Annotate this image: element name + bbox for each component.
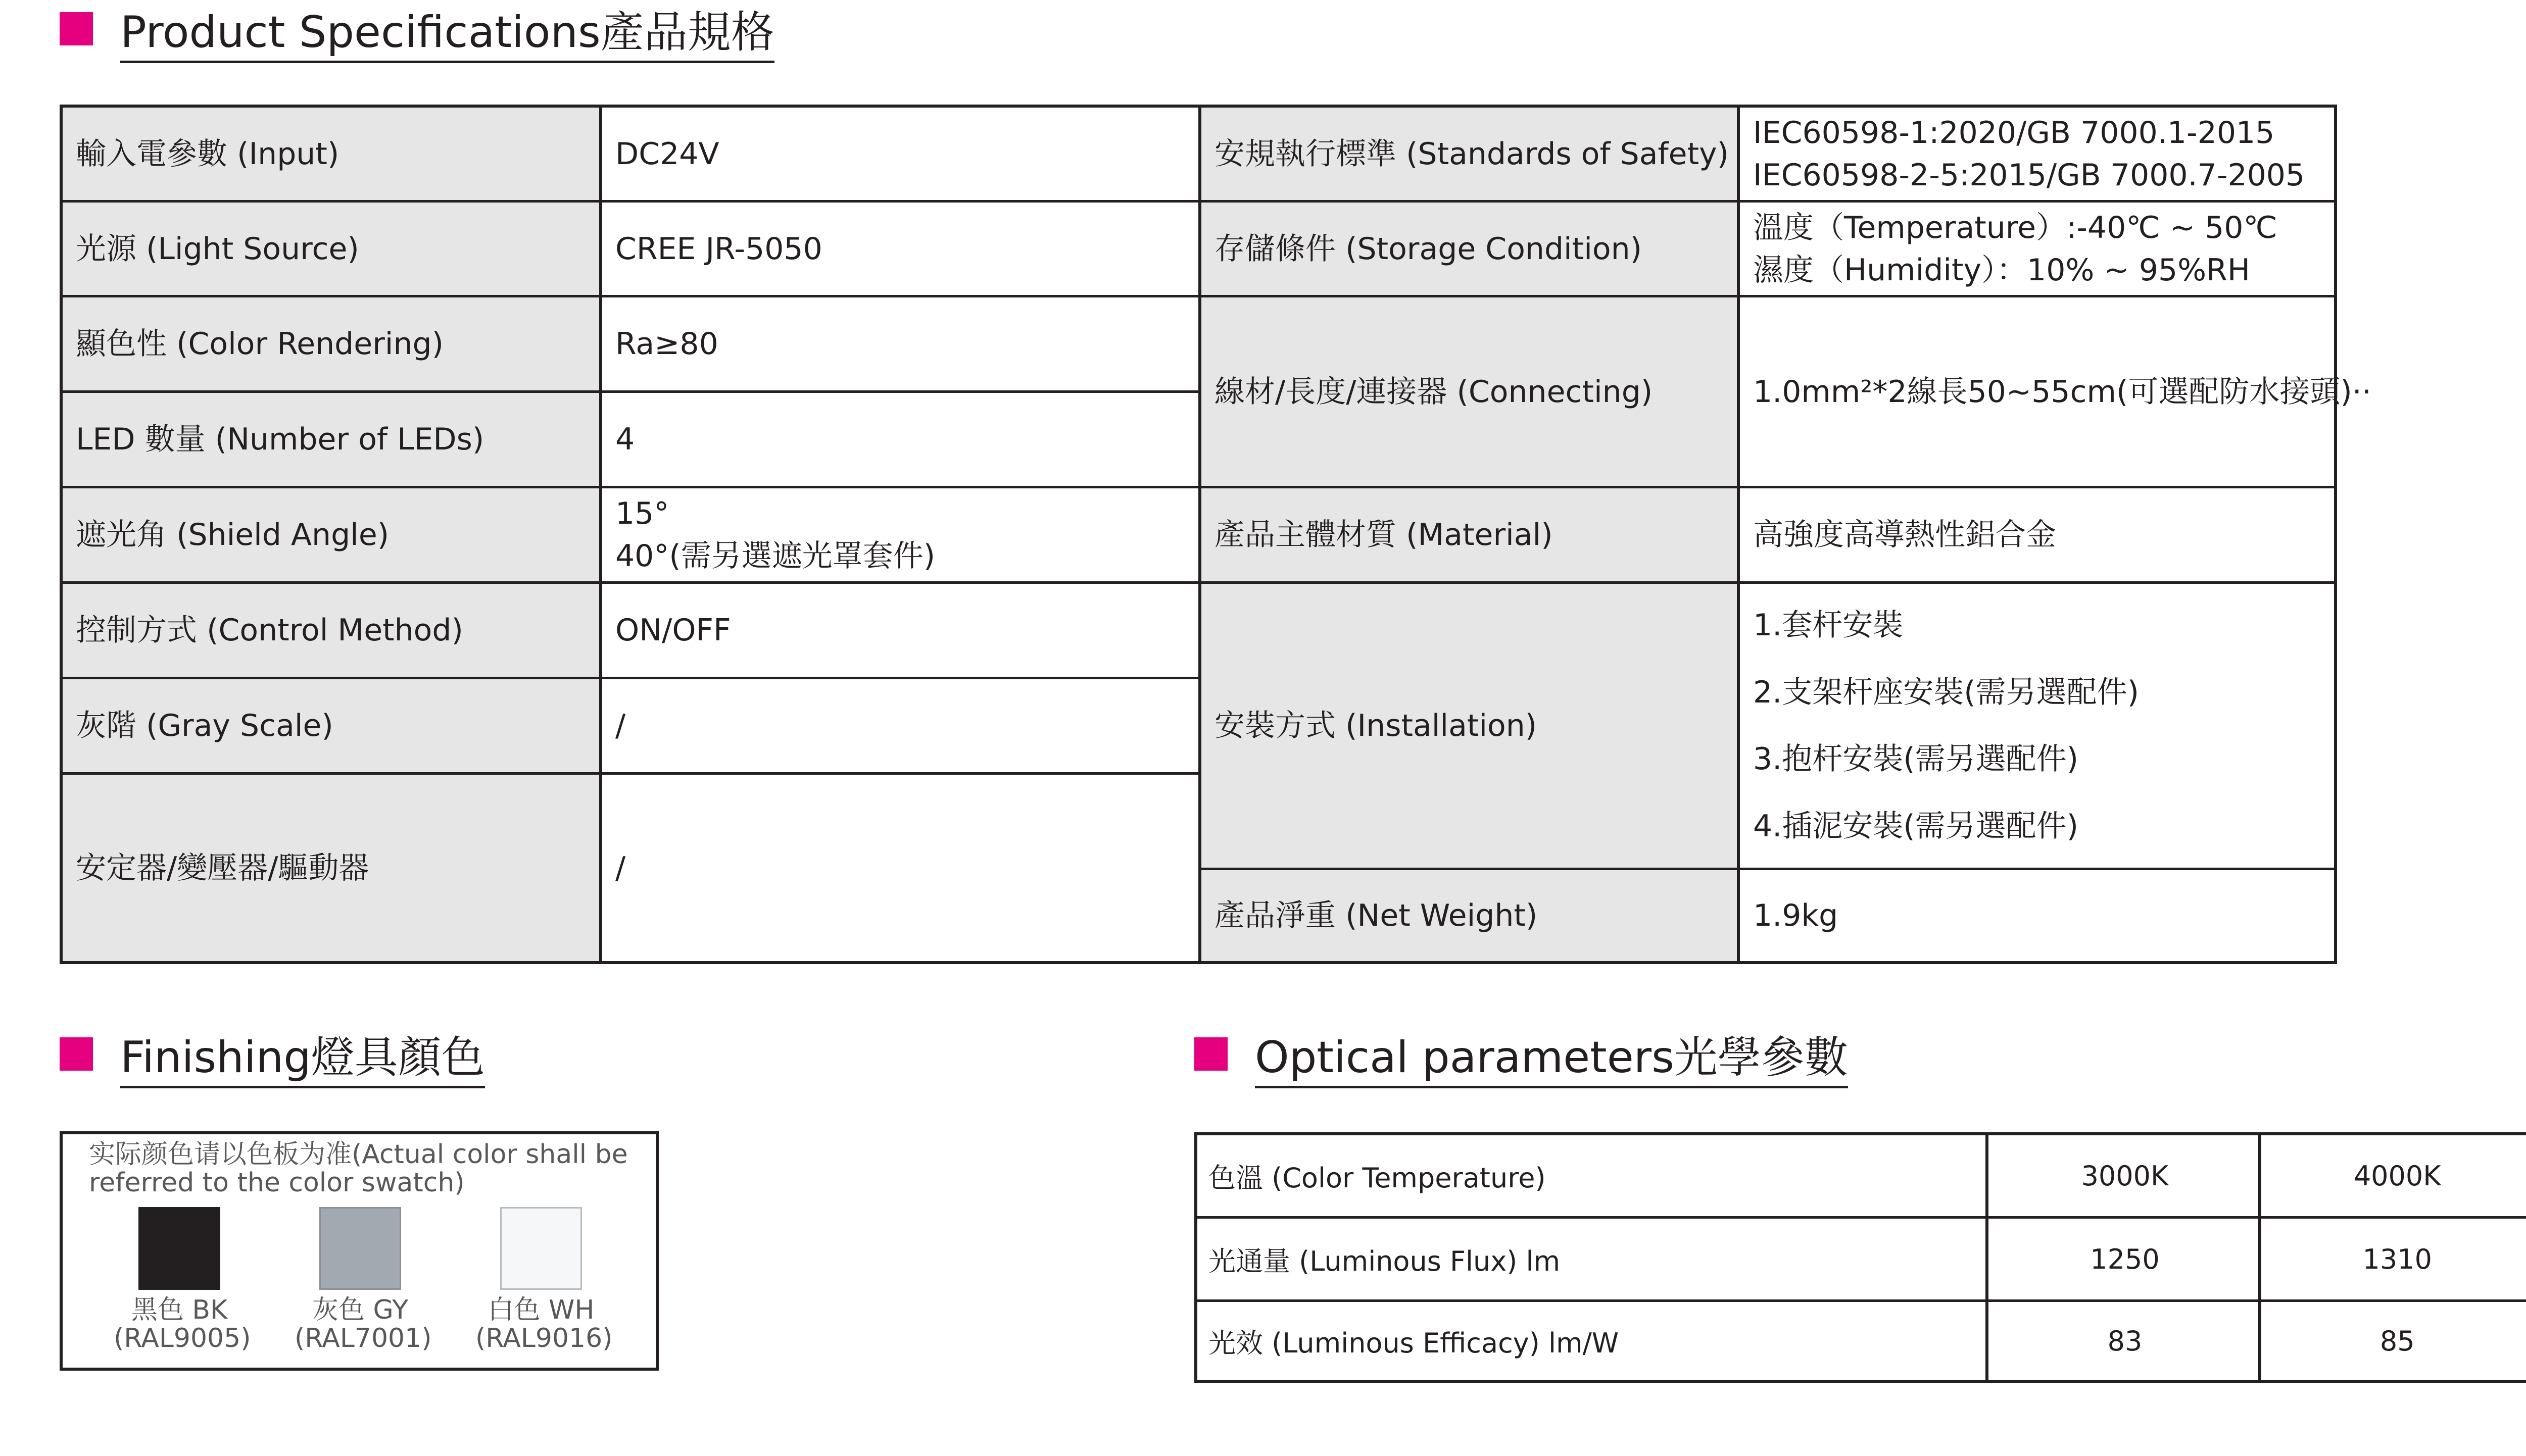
swatch-code: (RAL7001) — [295, 1323, 432, 1353]
section-marker-icon — [60, 12, 93, 45]
table-divider — [63, 200, 2334, 203]
optical-label: 光通量 (Luminous Flux) lm — [1208, 1245, 1561, 1277]
specs-section-title: Product Specifications產品規格 — [120, 7, 774, 63]
spec-label: 產品主體材質 (Material) — [1201, 488, 1737, 581]
spec-label: 顯色性 (Color Rendering) — [63, 297, 599, 390]
optical-value: 4000K — [2353, 1160, 2441, 1192]
optical-section-title: Optical parameters光學參數 — [1255, 1032, 1848, 1088]
optical-label: 色溫 (Color Temperature) — [1208, 1162, 1546, 1194]
spec-label: 控制方式 (Control Method) — [63, 584, 599, 677]
swatch-label — [475, 1295, 613, 1353]
value-line: IEC60598-2-5:2015/GB 7000.7-2005 — [1753, 157, 2305, 193]
value-line: 溫度（Temperature）:-40℃ ~ 50℃ — [1753, 210, 2277, 245]
spec-label: 安規執行標準 (Standards of Safety) — [1201, 108, 1737, 200]
optical-value: 1250 — [2090, 1243, 2160, 1275]
table-divider — [63, 677, 1201, 679]
spec-value: 4 — [602, 393, 1198, 486]
section-marker-icon — [60, 1037, 93, 1071]
spec-value-multiline — [1740, 203, 2334, 295]
spec-label: 安定器/變壓器/驅動器 — [63, 775, 599, 961]
swatch-code: (RAL9005) — [114, 1323, 251, 1353]
spec-label: 安裝方式 (Installation) — [1201, 584, 1737, 868]
spec-label: 灰階 (Gray Scale) — [63, 679, 599, 772]
swatch-name: 黑色 BK — [131, 1295, 228, 1325]
value-line: 1.套杆安裝 — [1753, 608, 1904, 643]
swatch-label — [114, 1295, 251, 1353]
specifications-table — [60, 105, 2371, 964]
spec-value-multiline — [1740, 108, 2334, 200]
spec-value: 高強度高導熱性鋁合金 — [1740, 488, 2334, 581]
value-line: 4.插泥安裝(需另選配件) — [1753, 808, 2079, 844]
color-note-line: 实际颜色请以色板为准(Actual color shall be — [89, 1139, 628, 1170]
optical-value: 85 — [2379, 1325, 2415, 1357]
spec-value: / — [602, 775, 1198, 961]
value-line: 15° — [615, 496, 669, 531]
spec-value-multiline — [602, 488, 1198, 581]
table-divider — [63, 772, 1201, 775]
swatch-code: (RAL9016) — [475, 1323, 613, 1353]
spec-value: DC24V — [602, 108, 1198, 200]
optical-value: 3000K — [2081, 1160, 2169, 1192]
table-divider — [1985, 1135, 1988, 1380]
table-divider — [1737, 108, 1740, 961]
table-divider — [63, 581, 2334, 584]
spec-value: ON/OFF — [602, 584, 1198, 677]
table-divider — [1198, 108, 1201, 961]
optical-label: 光效 (Luminous Efficacy) lm/W — [1208, 1327, 1619, 1359]
spec-label: 產品淨重 (Net Weight) — [1201, 870, 1737, 961]
value-line: IEC60598-1:2020/GB 7000.1-2015 — [1753, 115, 2275, 150]
spec-value: 1.9kg — [1740, 870, 2334, 961]
spec-value: Ra≥80 — [602, 297, 1198, 390]
spec-label: LED 數量 (Number of LEDs) — [63, 393, 599, 486]
spec-label: 線材/長度/連接器 (Connecting) — [1201, 297, 1737, 486]
spec-value: CREE JR-5050 — [602, 203, 1198, 295]
optical-parameters-table — [1194, 1132, 2526, 1383]
color-note-line: referred to the color swatch) — [89, 1168, 465, 1198]
color-note — [89, 1140, 628, 1197]
spec-label: 存儲條件 (Storage Condition) — [1201, 203, 1737, 295]
swatch-label — [295, 1295, 432, 1353]
value-line: 3.抱杆安裝(需另選配件) — [1753, 741, 2079, 777]
spec-label: 遮光角 (Shield Angle) — [63, 488, 599, 581]
spec-value-multiline — [1740, 584, 2334, 868]
swatch-name: 白色 WH — [488, 1295, 595, 1325]
table-divider — [1197, 1299, 2526, 1302]
table-divider — [1201, 868, 2334, 870]
spec-value: / — [602, 679, 1198, 772]
value-line: 2.支架杆座安裝(需另選配件) — [1753, 674, 2140, 710]
table-divider — [1197, 1216, 2526, 1219]
swatch-name: 灰色 GY — [312, 1295, 408, 1325]
optical-value: 83 — [2107, 1325, 2143, 1357]
spec-value: 1.0mm²*2線長50~55cm(可選配防水接頭)·· — [1740, 297, 2334, 486]
value-line: 濕度（Humidity）：10% ~ 95%RH — [1753, 252, 2250, 288]
optical-value: 1310 — [2362, 1243, 2432, 1275]
table-divider — [2258, 1135, 2261, 1380]
spec-label: 輸入電參數 (Input) — [63, 108, 599, 200]
table-divider — [599, 108, 602, 961]
color-swatch-gray — [319, 1207, 401, 1290]
color-swatch-white — [500, 1207, 582, 1290]
table-divider — [63, 295, 2334, 297]
table-divider — [63, 390, 1201, 393]
finishing-section-title: Finishing燈具顏色 — [120, 1032, 485, 1088]
spec-label: 光源 (Light Source) — [63, 203, 599, 295]
table-divider — [63, 486, 2334, 488]
color-swatch-black — [138, 1207, 220, 1290]
value-line: 40°(需另選遮光罩套件) — [615, 538, 936, 574]
section-marker-icon — [1194, 1037, 1228, 1071]
